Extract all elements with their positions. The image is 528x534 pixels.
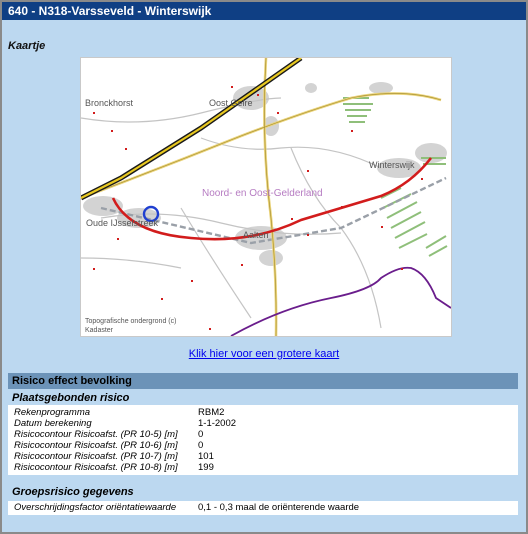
risico-section-header: Risico effect bevolking	[8, 373, 518, 389]
row-value: 101	[198, 451, 214, 462]
kaartje-label: Kaartje	[8, 40, 46, 52]
row-label: Risicocontour Risicoafst. (PR 10-8) [m]	[14, 462, 178, 473]
map-label-aalten: Aalten	[243, 230, 269, 240]
map-credit-line1: Topografische ondergrond (c)	[85, 318, 177, 325]
map-image[interactable]	[80, 57, 452, 337]
map-svg	[81, 58, 451, 336]
groepsrisico-label: Groepsrisico gegevens	[12, 486, 134, 498]
province-border	[231, 268, 451, 336]
table-row	[8, 407, 518, 418]
row-value: 0	[198, 440, 204, 451]
row-label: Risicocontour Risicoafst. (PR 10-5) [m]	[14, 429, 178, 440]
map-credit-line2: Kadaster	[85, 327, 114, 334]
table-row	[8, 418, 518, 429]
map-label-bronckhorst: Bronckhorst	[85, 98, 134, 108]
map-label-winterswijk: Winterswijk	[369, 160, 415, 170]
row-value: 199	[198, 462, 214, 473]
row-label: Overschrijdingsfactor oriëntatiewaarde	[14, 502, 177, 513]
groepsrisico-table	[8, 501, 518, 515]
plaatsgebonden-label: Plaatsgebonden risico	[12, 392, 130, 404]
row-value: 1-1-2002	[198, 418, 237, 429]
row-label: Rekenprogramma	[14, 407, 91, 418]
row-label: Risicocontour Risicoafst. (PR 10-6) [m]	[14, 440, 178, 451]
table-row	[8, 502, 518, 513]
table-row	[8, 440, 518, 451]
map-label-oude-ijsselstreek: Oude IJsselstreek	[86, 218, 159, 228]
row-label: Risicocontour Risicoafst. (PR 10-7) [m]	[14, 451, 178, 462]
map-label-oost-gelre: Oost Gelre	[209, 98, 253, 108]
row-value: 0,1 - 0,3 maal de oriënterende waarde	[198, 502, 360, 513]
plaatsgebonden-table	[8, 405, 518, 475]
row-value: RBM2	[198, 407, 225, 418]
larger-map-link[interactable]: Klik hier voor een grotere kaart	[188, 348, 340, 360]
map-label-region: Noord- en Oost-Gelderland	[202, 188, 323, 199]
table-row	[8, 462, 518, 473]
window-title: 640 - N318-Varsseveld - Winterswijk	[2, 2, 526, 20]
table-row	[8, 451, 518, 462]
row-label: Datum berekening	[14, 418, 92, 429]
table-row	[8, 429, 518, 440]
row-value: 0	[198, 429, 204, 440]
